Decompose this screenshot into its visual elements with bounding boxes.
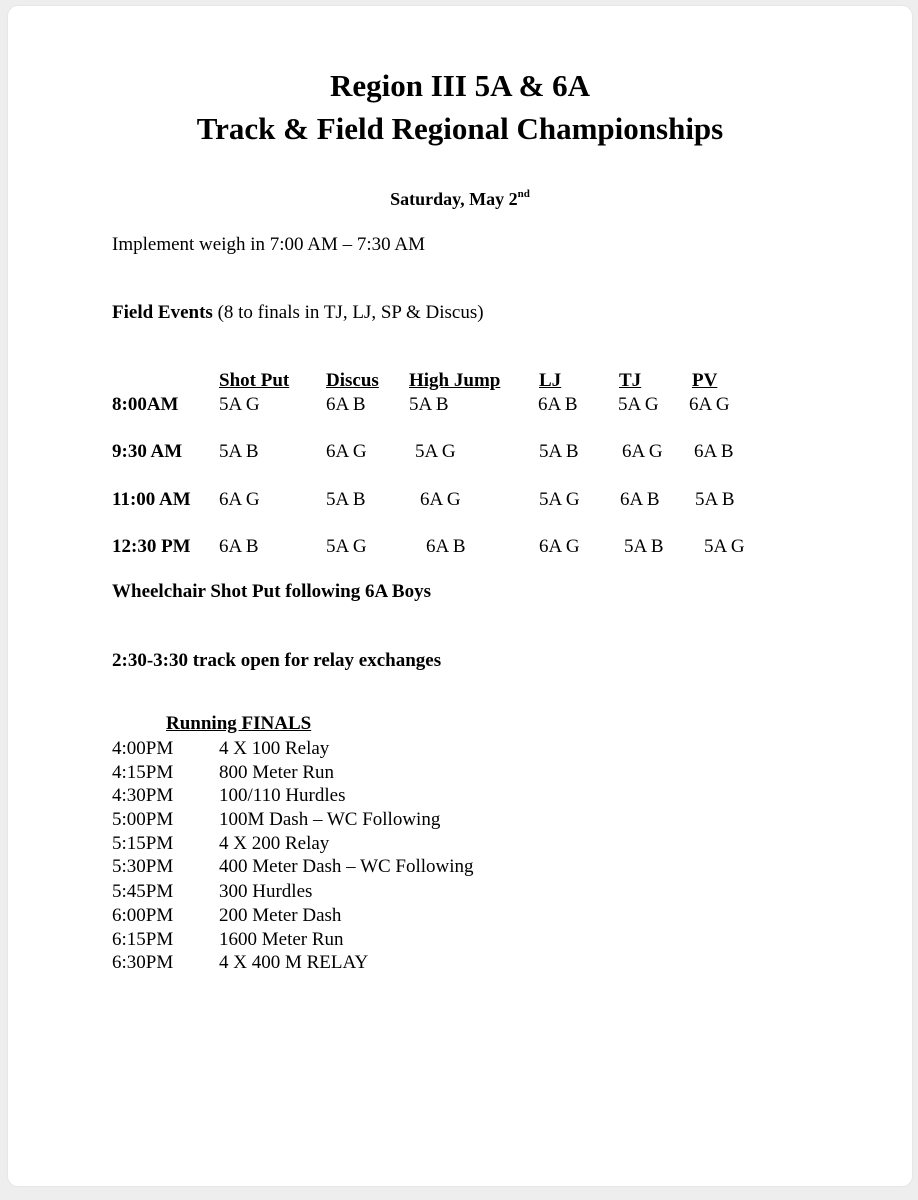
table-cell: 6A B — [326, 394, 366, 415]
list-item-event: 400 Meter Dash – WC Following — [219, 856, 474, 877]
table-cell: 5A G — [618, 394, 659, 415]
field-events-heading — [112, 302, 484, 324]
document-page — [8, 6, 912, 1186]
title-line-1: Region III 5A & 6A — [329, 68, 591, 103]
row-time: 11:00 AM — [112, 489, 191, 510]
column-header-pv: PV — [692, 370, 718, 391]
list-item-time: 6:15PM — [112, 929, 174, 950]
list-item-event: 100M Dash – WC Following — [219, 809, 441, 830]
list-item-event: 4 X 200 Relay — [219, 833, 330, 854]
row-time: 9:30 AM — [112, 441, 183, 462]
table-cell: 5A B — [539, 441, 579, 462]
list-item-time: 4:15PM — [112, 762, 174, 783]
field-events-note: (8 to finals in TJ, LJ, SP & Discus) — [212, 302, 484, 323]
table-cell: 6A B — [219, 536, 259, 557]
wheelchair-note: Wheelchair Shot Put following 6A Boys — [112, 581, 431, 602]
event-date-text: Saturday, May 2 — [390, 189, 518, 209]
event-date-suffix: nd — [517, 188, 530, 200]
column-header-discus: Discus — [326, 370, 379, 391]
list-item-time: 6:30PM — [112, 952, 174, 973]
list-item-event: 4 X 100 Relay — [219, 738, 330, 759]
field-events-label: Field Events — [112, 302, 213, 323]
list-item-event: 200 Meter Dash — [219, 905, 342, 926]
list-item-event: 300 Hurdles — [219, 881, 313, 902]
list-item-time: 5:30PM — [112, 856, 174, 877]
table-cell: 5A B — [409, 394, 449, 415]
running-finals-heading: Running FINALS — [166, 713, 312, 734]
table-cell: 6A G — [219, 489, 260, 510]
row-time: 8:00AM — [112, 394, 179, 415]
weigh-in-note: Implement weigh in 7:00 AM – 7:30 AM — [112, 234, 425, 255]
table-cell: 5A B — [695, 489, 735, 510]
list-item-event: 100/110 Hurdles — [219, 785, 346, 806]
table-cell: 5A G — [415, 441, 456, 462]
list-item-time: 6:00PM — [112, 905, 174, 926]
table-cell: 6A G — [420, 489, 461, 510]
table-cell: 6A B — [620, 489, 660, 510]
table-cell: 5A G — [326, 536, 367, 557]
table-cell: 6A B — [538, 394, 578, 415]
table-cell: 6A G — [326, 441, 367, 462]
list-item-event: 1600 Meter Run — [219, 929, 344, 950]
list-item-time: 5:45PM — [112, 881, 174, 902]
list-item-event: 800 Meter Run — [219, 762, 335, 783]
list-item-time: 4:30PM — [112, 785, 174, 806]
event-date — [8, 189, 912, 210]
table-cell: 5A B — [326, 489, 366, 510]
table-cell: 5A B — [624, 536, 664, 557]
table-cell: 5A G — [219, 394, 260, 415]
table-cell: 6A B — [694, 441, 734, 462]
table-cell: 6A G — [622, 441, 663, 462]
table-cell: 5A B — [219, 441, 259, 462]
list-item-time: 4:00PM — [112, 738, 174, 759]
column-header-high-jump: High Jump — [409, 370, 501, 391]
relay-exchange-note: 2:30-3:30 track open for relay exchanges — [112, 650, 442, 671]
table-cell: 6A B — [426, 536, 466, 557]
table-cell: 5A G — [704, 536, 745, 557]
table-cell: 6A G — [539, 536, 580, 557]
table-cell: 6A G — [689, 394, 730, 415]
column-header-lj: LJ — [539, 370, 562, 391]
table-cell: 5A G — [539, 489, 580, 510]
list-item-time: 5:15PM — [112, 833, 174, 854]
column-header-tj: TJ — [619, 370, 642, 391]
column-header-shot-put: Shot Put — [219, 370, 290, 391]
list-item-event: 4 X 400 M RELAY — [219, 952, 369, 973]
title-line-2: Track & Field Regional Championships — [196, 111, 724, 146]
list-item-time: 5:00PM — [112, 809, 174, 830]
row-time: 12:30 PM — [112, 536, 191, 557]
